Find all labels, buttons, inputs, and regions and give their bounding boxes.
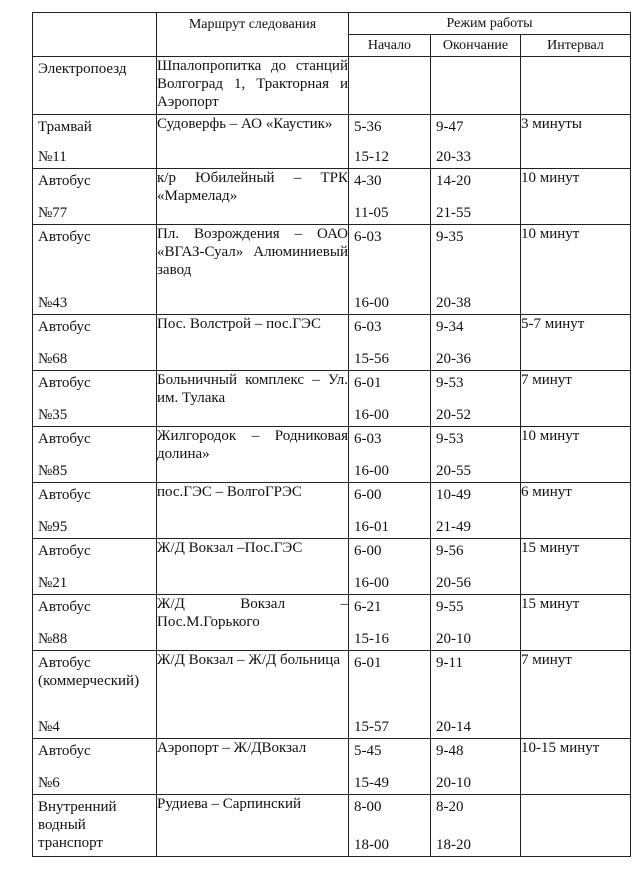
morning-time: 9-55 [436, 599, 464, 615]
transport-type: Автобус [38, 229, 91, 245]
morning-time: 6-01 [354, 375, 382, 391]
start-time-cell [349, 595, 431, 651]
end-time-cell [431, 595, 521, 651]
end-time-cell [431, 651, 521, 739]
route-cell [157, 57, 349, 115]
table-row [33, 169, 631, 225]
morning-time: 6-03 [354, 431, 382, 447]
evening-time: 16-00 [354, 295, 389, 311]
route-cell [157, 225, 349, 315]
header-end: Окончание [431, 35, 521, 57]
transport-type: Автобус (коммерческий) [38, 655, 140, 689]
interval-cell: 15 минут [521, 539, 631, 595]
start-time-cell [349, 483, 431, 539]
interval-cell: 10 минут [521, 225, 631, 315]
end-time-cell [431, 225, 521, 315]
route-text: Жилгородок – Родниковая долина» [157, 428, 348, 462]
end-time-cell [431, 427, 521, 483]
morning-time: 9-56 [436, 543, 464, 559]
table-row [33, 57, 631, 115]
transport-type: Автобус [38, 375, 91, 391]
transport-schedule-table [32, 12, 631, 857]
table-row [33, 371, 631, 427]
start-time-cell [349, 115, 431, 169]
start-time-cell [349, 169, 431, 225]
evening-time: 18-20 [436, 837, 471, 853]
header-route: Маршрут следования [157, 13, 349, 57]
start-time-cell [349, 57, 431, 115]
morning-time: 14-20 [436, 173, 471, 189]
interval-cell: 10 минут [521, 427, 631, 483]
evening-time: 15-12 [354, 149, 389, 165]
morning-time: 9-35 [436, 229, 464, 245]
route-number: №85 [38, 463, 68, 479]
table-row [33, 225, 631, 315]
evening-time: 20-52 [436, 407, 471, 423]
route-text: пос.ГЭС – ВолгоГРЭС [157, 484, 302, 500]
table-row [33, 427, 631, 483]
evening-time: 20-56 [436, 575, 471, 591]
transport-type: Автобус [38, 599, 91, 615]
evening-time: 11-05 [354, 205, 389, 221]
route-cell [157, 795, 349, 857]
end-time-cell [431, 483, 521, 539]
morning-time: 10-49 [436, 487, 471, 503]
start-time-cell [349, 225, 431, 315]
morning-time: 9-48 [436, 743, 464, 759]
end-time-cell [431, 539, 521, 595]
evening-time: 20-10 [436, 631, 471, 647]
start-time-cell [349, 651, 431, 739]
route-number: №77 [38, 205, 68, 221]
transport-type: Автобус [38, 487, 91, 503]
transport-type-cell [33, 225, 157, 315]
transport-type-cell [33, 169, 157, 225]
interval-cell: 5-7 минут [521, 315, 631, 371]
route-number: №4 [38, 719, 60, 735]
transport-type: Автобус [38, 543, 91, 559]
table-row [33, 315, 631, 371]
route-cell [157, 595, 349, 651]
transport-type: Автобус [38, 173, 91, 189]
route-text: Ж/Д Вокзал – Пос.М.Горького [157, 596, 348, 630]
evening-time: 15-16 [354, 631, 389, 647]
end-time-cell [431, 315, 521, 371]
transport-type-cell [33, 427, 157, 483]
route-cell [157, 651, 349, 739]
start-time-cell [349, 427, 431, 483]
route-number: №68 [38, 351, 68, 367]
route-text: Ж/Д Вокзал – Ж/Д больница [157, 652, 340, 668]
start-time-cell [349, 739, 431, 795]
end-time-cell [431, 169, 521, 225]
route-text: Пл. Возрождения – ОАО «ВГАЗ-Суал» Алюминиевый завод [157, 226, 348, 278]
evening-time: 21-55 [436, 205, 471, 221]
header-mode: Режим работы [349, 13, 631, 35]
route-number: №11 [38, 149, 67, 165]
route-cell [157, 539, 349, 595]
route-text: Ж/Д Вокзал –Пос.ГЭС [157, 540, 303, 556]
evening-time: 16-00 [354, 407, 389, 423]
transport-type-cell [33, 795, 157, 857]
interval-cell: 7 минут [521, 651, 631, 739]
interval-cell: 15 минут [521, 595, 631, 651]
start-time-cell [349, 795, 431, 857]
morning-time: 6-01 [354, 655, 382, 671]
start-time-cell [349, 539, 431, 595]
morning-time: 5-36 [354, 119, 382, 135]
route-cell [157, 371, 349, 427]
morning-time: 9-53 [436, 431, 464, 447]
transport-type-cell [33, 595, 157, 651]
transport-type: Автобус [38, 319, 91, 335]
morning-time: 9-53 [436, 375, 464, 391]
transport-type: Электропоезд [38, 61, 127, 77]
table-row [33, 595, 631, 651]
header-empty [33, 13, 157, 57]
route-text: Судоверфь – АО «Каустик» [157, 116, 333, 132]
transport-type-cell [33, 739, 157, 795]
route-text: Шпалопропитка до станций Волгоград 1, Тракторная и Аэропорт [157, 58, 348, 110]
morning-time: 9-34 [436, 319, 464, 335]
evening-time: 15-57 [354, 719, 389, 735]
evening-time: 16-00 [354, 575, 389, 591]
transport-type: Внутренний водный транспорт [38, 799, 117, 851]
interval-cell: 10 минут [521, 169, 631, 225]
table-row [33, 115, 631, 169]
end-time-cell [431, 57, 521, 115]
evening-time: 21-49 [436, 519, 471, 535]
transport-type-cell [33, 539, 157, 595]
route-cell [157, 315, 349, 371]
end-time-cell [431, 115, 521, 169]
table-row [33, 651, 631, 739]
morning-time: 8-20 [436, 799, 464, 815]
header-interval: Интервал [521, 35, 631, 57]
morning-time: 6-03 [354, 229, 382, 245]
evening-time: 20-36 [436, 351, 471, 367]
end-time-cell [431, 371, 521, 427]
morning-time: 6-21 [354, 599, 382, 615]
interval-cell: 7 минут [521, 371, 631, 427]
table-row [33, 739, 631, 795]
evening-time: 15-49 [354, 775, 389, 791]
evening-time: 20-38 [436, 295, 471, 311]
morning-time: 6-00 [354, 543, 382, 559]
route-text: Пос. Волстрой – пос.ГЭС [157, 316, 321, 332]
transport-type-cell [33, 57, 157, 115]
evening-time: 15-56 [354, 351, 389, 367]
transport-type: Автобус [38, 743, 91, 759]
table-row [33, 795, 631, 857]
morning-time: 6-03 [354, 319, 382, 335]
route-number: №21 [38, 575, 68, 591]
route-text: Рудиева – Сарпинский [157, 796, 302, 812]
morning-time: 9-47 [436, 119, 464, 135]
header-row-1 [33, 13, 631, 35]
transport-type: Автобус [38, 431, 91, 447]
route-number: №88 [38, 631, 68, 647]
route-number: №95 [38, 519, 68, 535]
route-number: №35 [38, 407, 68, 423]
interval-cell: 10-15 минут [521, 739, 631, 795]
route-text: Аэропорт – Ж/ДВокзал [157, 740, 307, 756]
transport-type-cell [33, 115, 157, 169]
table-row [33, 539, 631, 595]
interval-cell: 3 минуты [521, 115, 631, 169]
end-time-cell [431, 739, 521, 795]
route-text: Больничный комплекс – Ул. им. Тулака [157, 372, 348, 406]
evening-time: 20-33 [436, 149, 471, 165]
route-cell [157, 169, 349, 225]
evening-time: 20-14 [436, 719, 471, 735]
evening-time: 20-10 [436, 775, 471, 791]
route-cell [157, 115, 349, 169]
end-time-cell [431, 795, 521, 857]
route-number: №43 [38, 295, 68, 311]
route-number: №6 [38, 775, 60, 791]
morning-time: 6-00 [354, 487, 382, 503]
morning-time: 4-30 [354, 173, 382, 189]
route-cell [157, 427, 349, 483]
transport-type-cell [33, 483, 157, 539]
transport-type-cell [33, 371, 157, 427]
interval-cell: 6 минут [521, 483, 631, 539]
transport-type-cell [33, 315, 157, 371]
table-row [33, 483, 631, 539]
transport-type: Трамвай [38, 119, 92, 135]
route-cell [157, 483, 349, 539]
evening-time: 16-00 [354, 463, 389, 479]
start-time-cell [349, 315, 431, 371]
route-cell [157, 739, 349, 795]
morning-time: 5-45 [354, 743, 382, 759]
header-start: Начало [349, 35, 431, 57]
interval-cell [521, 57, 631, 115]
evening-time: 20-55 [436, 463, 471, 479]
morning-time: 8-00 [354, 799, 382, 815]
evening-time: 18-00 [354, 837, 389, 853]
morning-time: 9-11 [436, 655, 463, 671]
evening-time: 16-01 [354, 519, 389, 535]
transport-type-cell [33, 651, 157, 739]
route-text: к/р Юбилейный – ТРК «Мармелад» [157, 170, 348, 204]
interval-cell [521, 795, 631, 857]
start-time-cell [349, 371, 431, 427]
